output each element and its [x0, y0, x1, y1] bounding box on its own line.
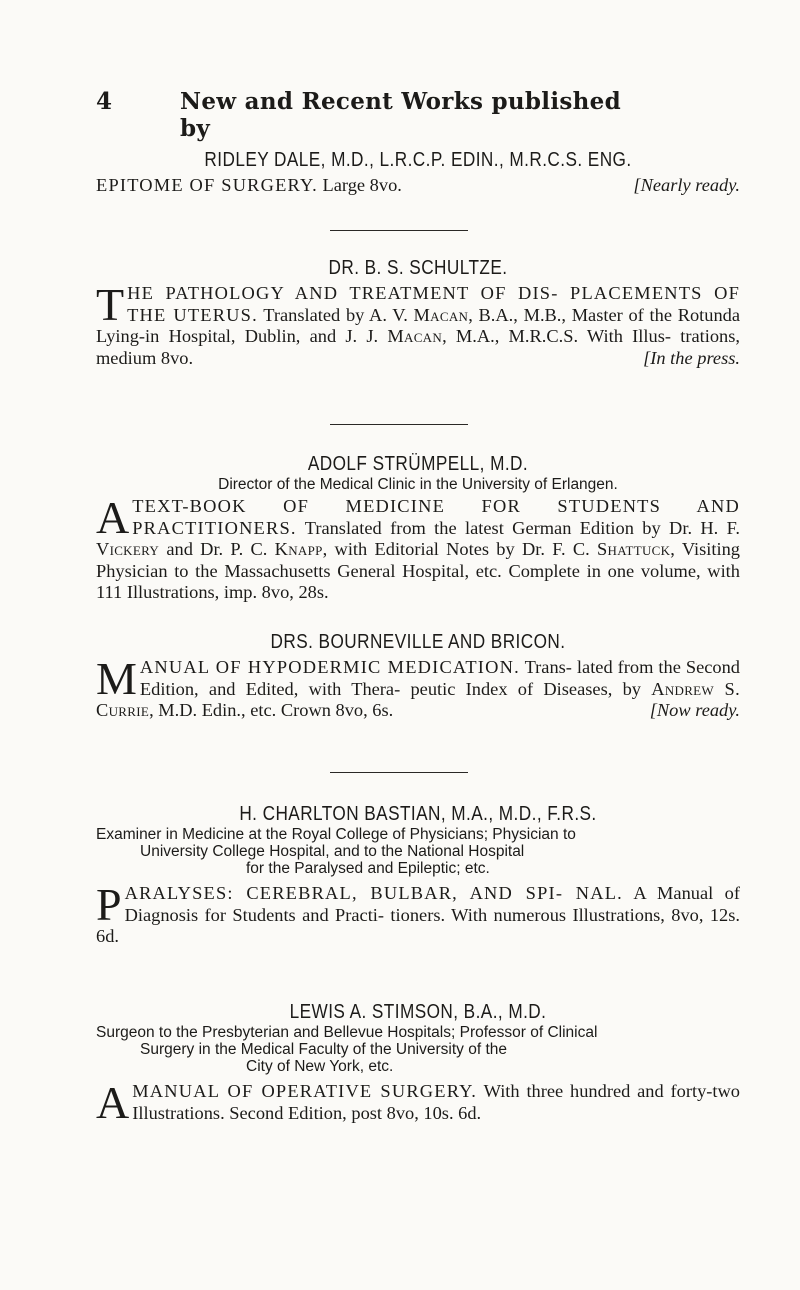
- drop-cap: P: [96, 879, 122, 930]
- drop-cap: A: [96, 1077, 130, 1128]
- translator-name: Knapp: [274, 539, 323, 559]
- author-heading: DR. B. S. SCHULTZE.: [328, 257, 508, 279]
- book-entry-stimson: [96, 1000, 740, 1128]
- author-heading: DRS. BOURNEVILLE AND BRICON.: [270, 631, 566, 653]
- book-entry-strumpell: [96, 452, 740, 604]
- author-heading: RIDLEY DALE, M.D., L.R.C.P. EDIN., M.R.C.S. ENG.: [204, 149, 632, 171]
- page-number: 4: [96, 88, 113, 115]
- author-position: Director of the Medical Clinic in the University of Erlangen.: [218, 476, 618, 493]
- book-title: ARALYSES: CEREBRAL, BULBAR, AND SPI- NAL.: [124, 883, 623, 903]
- section-divider: [330, 424, 468, 425]
- author-position: Examiner in Medicine at the Royal College of Physicians; Physician to University College Hospital, and to the National Hospital for the Paralysed and Epileptic; etc.: [96, 826, 576, 877]
- book-title: EPITOME OF SURGERY.: [96, 175, 318, 195]
- book-description: [96, 175, 740, 197]
- publication-status: [Now ready.: [649, 700, 740, 720]
- book-entry-dale: [96, 148, 740, 197]
- title-initial: E: [96, 175, 109, 195]
- section-divider: [330, 230, 468, 231]
- book-format: Large 8vo.: [322, 175, 402, 195]
- publication-status: [In the press.: [643, 347, 740, 368]
- book-entry-bastian: [96, 802, 740, 948]
- drop-cap: T: [96, 279, 125, 330]
- drop-cap: A: [96, 492, 130, 543]
- book-title: HE PATHOLOGY AND TREATMENT OF DIS- PLACEMENTS OF THE UTERUS.: [127, 283, 740, 325]
- book-title: TEXT-BOOK OF MEDICINE FOR STUDENTS AND PRACTITIONERS.: [132, 496, 740, 538]
- translator-name: Macan: [413, 304, 469, 325]
- book-description: PARALYSES: CEREBRAL, BULBAR, AND SPI- NAL. A Manual of Diagnosis for Students and Practi- tioners. With numerous Illustrations, 8vo, 12s. 6d.: [96, 879, 740, 946]
- publication-status: [Nearly ready.: [633, 175, 740, 195]
- drop-cap: M: [96, 653, 137, 704]
- book-description: ATEXT-BOOK OF MEDICINE FOR STUDENTS AND PRACTITIONERS. Translated from the latest German Edition by Dr. H. F. Vickery and Dr. P. C. Knapp, with Editorial Notes by Dr. F. C. Shattuck, Visiting Physician to the Massachusetts General Hospital, etc. Complete in one volume, with 111 Illustrations, imp. 8vo, 28s.: [96, 492, 740, 602]
- book-description: MANUAL OF HYPODERMIC MEDICATION. Trans- lated from the Second Edition, and Edited, with Thera- peutic Index of Diseases, by Andrew S. Currie, M.D. Edin., etc. Crown 8vo, 6s. [Now ready.: [96, 653, 741, 720]
- author-position: Surgeon to the Presbyterian and Bellevue Hospitals; Professor of Clinical Surgery in the Medical Faculty of the University of the City of New York, etc.: [96, 1024, 598, 1075]
- translator-name: Macan: [387, 326, 443, 346]
- editor-name: Andrew S. Currie: [96, 678, 740, 720]
- running-head-title: New and Recent Works published by: [180, 88, 621, 142]
- author-heading: LEWIS A. STIMSON, B.A., M.D.: [289, 1001, 547, 1023]
- translator-name: Vickery: [96, 539, 160, 559]
- book-description: AMANUAL OF OPERATIVE SURGERY. With three hundred and forty-two Illustrations. Second Edition, post 8vo, 10s. 6d.: [96, 1077, 740, 1128]
- book-entry-schultze: [96, 256, 740, 369]
- editor-name: Shattuck: [597, 539, 671, 559]
- author-heading: ADOLF STRÜMPELL, M.D.: [307, 453, 529, 475]
- section-divider: [330, 772, 468, 773]
- book-title: ANUAL OF HYPODERMIC MEDICATION.: [139, 657, 520, 677]
- book-title: MANUAL OF OPERATIVE SURGERY.: [132, 1081, 478, 1101]
- book-entry-bourneville: [96, 630, 740, 722]
- book-description: THE PATHOLOGY AND TREATMENT OF DIS- PLACEMENTS OF THE UTERUS. Translated by A. V. Macan, B.A., M.B., Master of the Rotunda Lying-in Hospital, Dublin, and J. J. Macan, M.A., M.R.C.S. With Illus- trations, medium 8vo. [In the press.: [96, 279, 741, 368]
- author-heading: H. CHARLTON BASTIAN, M.A., M.D., F.R.S.: [239, 803, 597, 825]
